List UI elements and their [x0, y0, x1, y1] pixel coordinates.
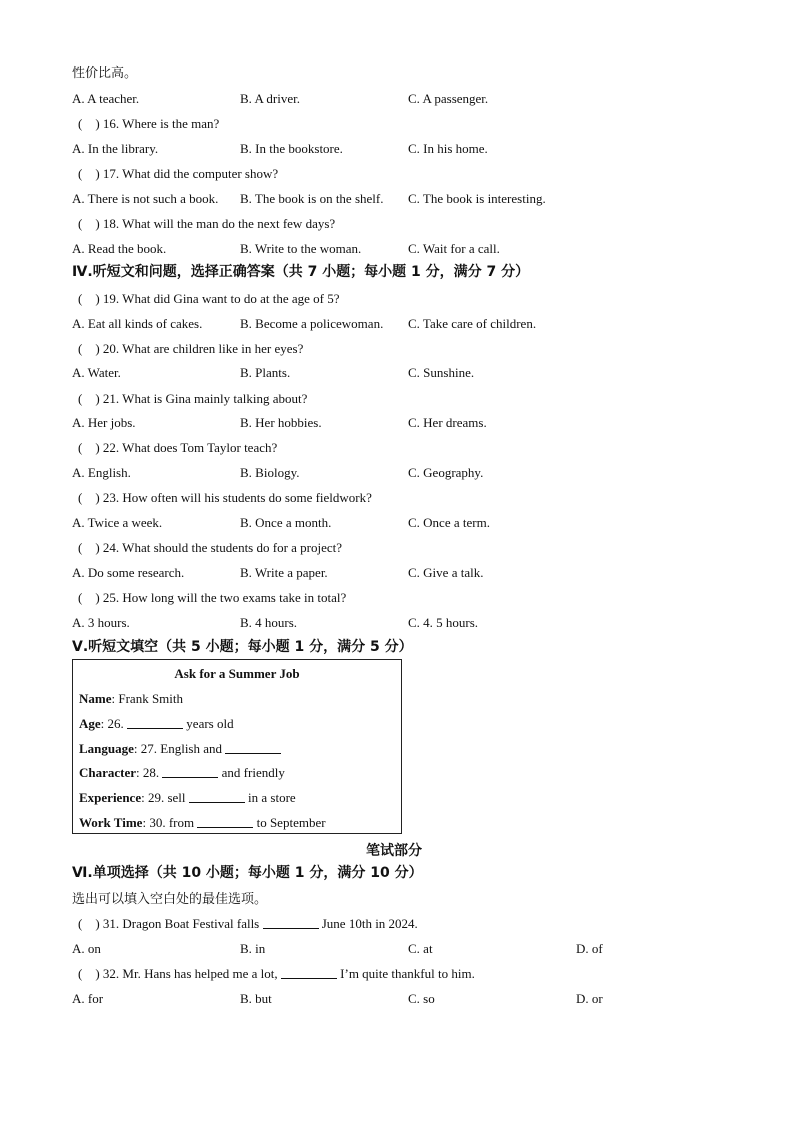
q23-option-b: B. Once a month.	[240, 515, 332, 530]
question-stem: ( ) 24. What should the students do for a project?	[78, 540, 343, 555]
q21-option-b: B. Her hobbies.	[240, 415, 322, 430]
q31-option-d: D. of	[576, 941, 603, 956]
stem-text: June 10th in 2024.	[321, 916, 418, 931]
answer-blank[interactable]	[197, 815, 253, 828]
q19-option-a: A. Eat all kinds of cakes.	[72, 316, 203, 331]
q20-option-b: B. Plants.	[240, 365, 291, 380]
summer-job-form	[72, 659, 402, 834]
q32-option-d: D. or	[576, 991, 603, 1006]
answer-blank[interactable]	[189, 790, 245, 803]
question-stem: ( ) 17. What did the computer show?	[78, 166, 279, 181]
answer-blank[interactable]	[225, 741, 281, 754]
q25-option-a: A. 3 hours.	[72, 615, 130, 630]
form-value: and friendly	[221, 765, 285, 780]
form-label: Experience	[79, 790, 142, 805]
form-row-experience	[79, 790, 296, 806]
q24-option-c: C. Give a talk.	[408, 565, 484, 580]
question-stem: ( ) 25. How long will the two exams take in total?	[78, 590, 347, 605]
question-stem	[78, 916, 418, 932]
form-value: : 28.	[136, 765, 160, 780]
q32-option-c: C. so	[408, 991, 435, 1006]
q23-option-a: A. Twice a week.	[72, 515, 163, 530]
form-value: : 26.	[100, 716, 124, 731]
question-stem: ( ) 22. What does Tom Taylor teach?	[78, 440, 278, 455]
question-stem: ( ) 23. How often will his students do some fieldwork?	[78, 490, 372, 505]
form-row-language	[79, 741, 281, 757]
q16-option-a: A. In the library.	[72, 141, 159, 156]
form-label: Name	[79, 691, 112, 706]
section-6-header: Ⅵ.单项选择（共 10 小题；每小题 1 分，满分 10 分）	[72, 865, 423, 881]
form-label: Language	[79, 741, 134, 756]
q23-option-c: C. Once a term.	[408, 515, 490, 530]
form-value: to September	[256, 815, 326, 830]
stem-text: I’m quite thankful to him.	[340, 966, 475, 981]
q24-option-b: B. Write a paper.	[240, 565, 328, 580]
form-label: Age	[79, 716, 101, 731]
q32-option-a: A. for	[72, 991, 104, 1006]
q17-option-c: C. The book is interesting.	[408, 191, 546, 206]
q21-option-a: A. Her jobs.	[72, 415, 136, 430]
q22-option-b: B. Biology.	[240, 465, 300, 480]
stem-text: ( ) 31. Dragon Boat Festival falls	[78, 916, 260, 931]
q21-option-c: C. Her dreams.	[408, 415, 487, 430]
form-value: : 29. sell	[141, 790, 186, 805]
form-row-name	[79, 691, 183, 707]
question-stem: ( ) 20. What are children like in her eyes?	[78, 341, 304, 356]
q20-option-a: A. Water.	[72, 365, 121, 380]
form-value: : Frank Smith	[111, 691, 184, 706]
q18-option-b: B. Write to the woman.	[240, 241, 362, 256]
section-4-header: Ⅳ.听短文和问题，选择正确答案（共 7 小题；每小题 1 分，满分 7 分）	[72, 264, 530, 280]
q22-option-c: C. Geography.	[408, 465, 484, 480]
q31-option-c: C. at	[408, 941, 433, 956]
q16-option-b: B. In the bookstore.	[240, 141, 343, 156]
answer-blank[interactable]	[162, 765, 218, 778]
intro-text: 性价比高。	[72, 65, 138, 80]
section-6-instruction: 选出可以填入空白处的最佳选项。	[72, 891, 268, 906]
form-value: years old	[186, 716, 234, 731]
answer-blank[interactable]	[281, 966, 337, 979]
form-label: Character	[79, 765, 137, 780]
form-row-age	[79, 716, 234, 732]
form-row-work-time	[79, 815, 326, 831]
q18-option-c: C. Wait for a call.	[408, 241, 500, 256]
q24-option-a: A. Do some research.	[72, 565, 185, 580]
q25-option-b: B. 4 hours.	[240, 615, 298, 630]
q22-option-a: A. English.	[72, 465, 131, 480]
q16-option-c: C. In his home.	[408, 141, 488, 156]
q31-option-b: B. in	[240, 941, 266, 956]
section-5-header: Ⅴ.听短文填空（共 5 小题；每小题 1 分，满分 5 分）	[72, 639, 413, 655]
question-stem: ( ) 16. Where is the man?	[78, 116, 220, 131]
q17-option-a: A. There is not such a book.	[72, 191, 219, 206]
question-stem: ( ) 21. What is Gina mainly talking about?	[78, 391, 308, 406]
form-title: Ask for a Summer Job	[174, 666, 300, 681]
q15-option-a: A. A teacher.	[72, 91, 140, 106]
q31-option-a: A. on	[72, 941, 101, 956]
stem-text: ( ) 32. Mr. Hans has helped me a lot,	[78, 966, 278, 981]
q15-option-c: C. A passenger.	[408, 91, 489, 106]
q20-option-c: C. Sunshine.	[408, 365, 475, 380]
form-value: : 30. from	[142, 815, 195, 830]
q25-option-c: C. 4. 5 hours.	[408, 615, 479, 630]
question-stem	[78, 966, 475, 982]
q17-option-b: B. The book is on the shelf.	[240, 191, 384, 206]
q19-option-c: C. Take care of children.	[408, 316, 537, 331]
q32-option-b: B. but	[240, 991, 272, 1006]
question-stem: ( ) 18. What will the man do the next few days?	[78, 216, 336, 231]
answer-blank[interactable]	[127, 716, 183, 729]
form-row-character	[79, 765, 285, 781]
q19-option-b: B. Become a policewoman.	[240, 316, 384, 331]
q18-option-a: A. Read the book.	[72, 241, 167, 256]
form-label: Work Time	[79, 815, 143, 830]
q15-option-b: B. A driver.	[240, 91, 300, 106]
form-value: : 27. English and	[133, 741, 223, 756]
answer-blank[interactable]	[263, 916, 319, 929]
form-value: in a store	[248, 790, 296, 805]
written-part-title: 笔试部分	[366, 843, 422, 859]
question-stem: ( ) 19. What did Gina want to do at the age of 5?	[78, 291, 340, 306]
